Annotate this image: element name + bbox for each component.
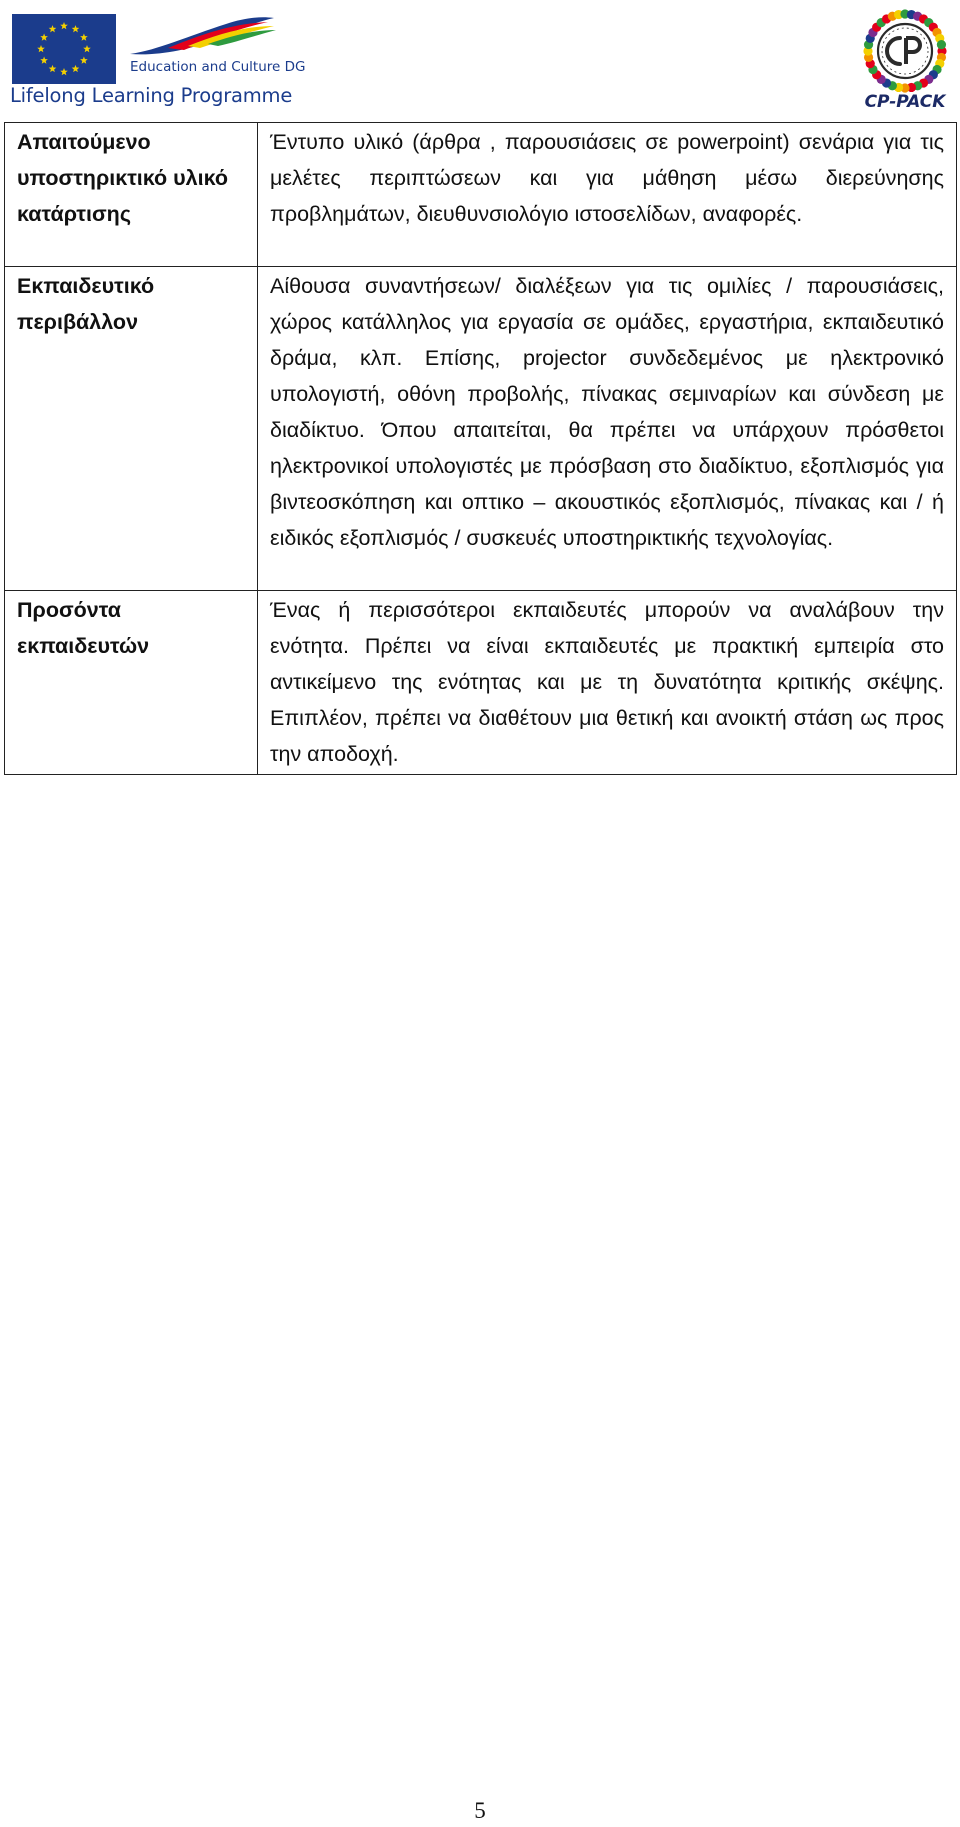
table-row [5, 267, 957, 591]
cp-pack-logo [858, 8, 954, 114]
table-row [5, 123, 957, 267]
cp-pack-logo-icon [862, 8, 948, 94]
row-label-trainer-qualifications: Προσόντα εκπαιδευτών [5, 591, 258, 775]
row-text-trainer-qualifications: Ένας ή περισσότεροι εκπαιδευτές μπορούν να αναλάβουν την ενότητα. Πρέπει να είναι εκπαιδευτές με πρακτική εμπειρία στο αντικείμενο της ενότητας και με τη δυνατότητα κριτικής σκέψης. Επιπλέον, πρέπει να διαθέτουν μια θετική και ανοικτή στάση ως προς την αποδοχή. [258, 591, 957, 775]
lifelong-learning-programme-label: Lifelong Learning Programme [10, 84, 293, 107]
module-info-table [4, 122, 957, 775]
row-label-learning-environment: Εκπαιδευτικό περιβάλλον [5, 267, 258, 591]
row-text-learning-environment: Αίθουσα συναντήσεων/ διαλέξεων για τις ομιλίες / παρουσιάσεις, χώρος κατάλληλος για εργασία σε ομάδες, εργαστήρια, εκπαιδευτικό δράμα, κλπ. Επίσης, projector συνδεδεμένος με ηλεκτρονικό υπολογιστή, οθόνη προβολής, πίνακας σεμιναρίων και σύνδεση με διαδίκτυο. Όπου απαιτείται, θα πρέπει να υπάρχουν πρόσθετοι ηλεκτρονικοί υπολογιστές με πρόσβαση στο διαδίκτυο, εξοπλισμός για βιντεοσκόπηση και οπτικο – ακουστικός εξοπλισμός, πίνακας και / ή ειδικός εξοπλισμός / συσκευές υποστηρικτικής τεχνολογίας. [258, 267, 957, 591]
row-label-training-material: Απαιτούμενο υποστηρικτικό υλικό κατάρτισης [5, 123, 258, 267]
logo-ring-dot [937, 40, 946, 49]
eu-programme-logo [8, 10, 306, 110]
table-row [5, 591, 957, 775]
page-header [0, 0, 960, 120]
cp-pack-label: CP-PACK [864, 92, 946, 112]
education-culture-dg-label: Education and Culture DG [130, 59, 306, 75]
row-text-training-material: Έντυπο υλικό (άρθρα , παρουσιάσεις σε powerpoint) σενάρια για τις μελέτες περιπτώσεων και για μάθηση μέσω διερεύνησης προβλημάτων, διευθυνσιολόγιο ιστοσελίδων, αναφορές. [258, 123, 957, 267]
eu-flag-icon [12, 14, 116, 84]
page-number: 5 [474, 1798, 486, 1823]
